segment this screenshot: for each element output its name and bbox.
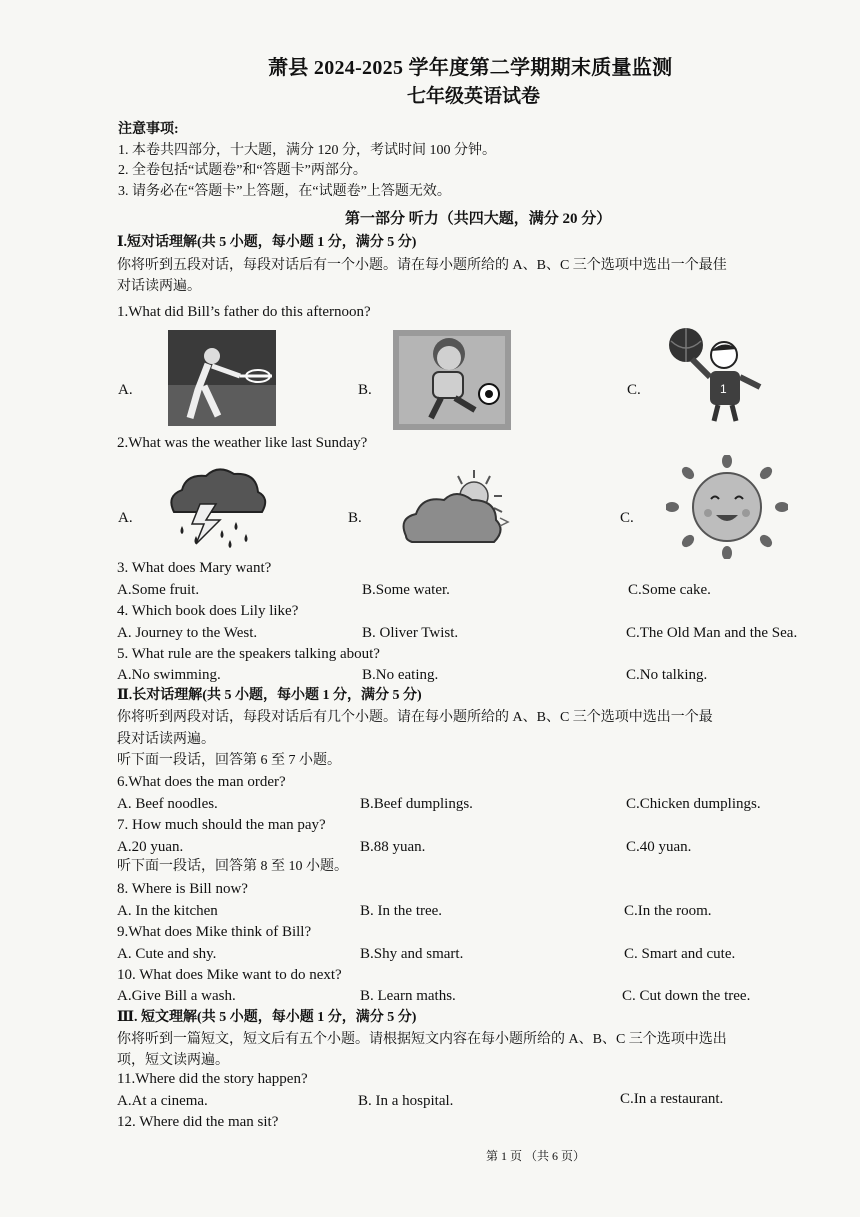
notice-heading: 注意事项: [118,122,179,137]
question-3: 3. What does Mary want? [117,560,272,576]
question-4: 4. Which book does Lily like? [117,603,299,619]
question-11: 11.Where did the story happen? [117,1071,308,1087]
q4-option-a: A. Journey to the West. [117,625,258,641]
question-6: 6.What does the man order? [117,774,286,790]
q8-option-a: A. In the kitchen [117,903,218,919]
q7-option-c: C.40 yuan. [626,839,692,855]
notice-line-2: 2. 全卷包括“试题卷”和“答题卡”两部分。 [118,163,367,178]
q1-option-c-label: C. [627,382,641,398]
q8-option-c: C.In the room. [624,903,712,919]
section-2-instruction-1: 你将听到两段对话，每段对话后有几个小题。请在每小题所给的 A、B、C 三个选项中选出一个最 [117,710,713,725]
section-3-heading: Ⅲ. 短文理解(共 5 小题，每小题 1 分，满分 5 分) [117,1010,417,1025]
q9-option-b: B.Shy and smart. [360,946,464,962]
q3-option-c: C.Some cake. [628,582,711,598]
part1-heading: 第一部分 听力（共四大题，满分 20 分） [345,211,612,227]
q1-option-a-label: A. [118,382,133,398]
page-footer: 第 1 页 （共 6 页） [486,1149,586,1163]
rain-cloud-icon [160,464,272,554]
q2-option-c-label: C. [620,510,634,526]
section-1-instruction-1: 你将听到五段对话，每段对话后有一个小题。请在每小题所给的 A、B、C 三个选项中选出一个最佳 [117,258,727,273]
q6-option-a: A. Beef noodles. [117,796,218,812]
listen-note-8-10: 听下面一段话，回答第 8 至 10 小题。 [117,859,348,874]
cloudy-sun-icon [398,470,518,556]
question-1: 1.What did Bill’s father do this afternoon? [117,304,371,320]
section-3-instruction-1: 你将听到一篇短文，短文后有五个小题。请根据短文内容在每小题所给的 A、B、C 三个选项中选出 [117,1032,727,1047]
q7-option-b: B.88 yuan. [360,839,426,855]
question-8: 8. Where is Bill now? [117,881,248,897]
svg-text:1: 1 [720,382,727,396]
q11-option-a: A.At a cinema. [117,1093,208,1109]
q11-option-c: C.In a restaurant. [620,1091,724,1107]
basketball-player-image [658,325,773,425]
q3-option-b: B.Some water. [362,582,450,598]
q10-option-b: B. Learn maths. [360,988,456,1004]
q4-option-c: C.The Old Man and the Sea. [626,625,798,641]
q9-option-a: A. Cute and shy. [117,946,217,962]
listen-note-6-7: 听下面一段话，回答第 6 至 7 小题。 [117,753,341,768]
soccer-boy-image [393,330,511,430]
question-2: 2.What was the weather like last Sunday? [117,435,368,451]
notice-line-3: 3. 请务必在“答题卡”上答题，在“试题卷”上答题无效。 [118,184,451,199]
q5-option-c: C.No talking. [626,667,708,683]
section-1-instruction-2: 对话读两遍。 [117,279,201,294]
q5-option-a: A.No swimming. [117,667,221,683]
question-5: 5. What rule are the speakers talking about? [117,646,380,662]
q6-option-c: C.Chicken dumplings. [626,796,761,812]
question-12: 12. Where did the man sit? [117,1114,279,1130]
question-9: 9.What does Mike think of Bill? [117,924,312,940]
tennis-player-image [168,330,276,426]
q4-option-b: B. Oliver Twist. [362,625,459,641]
q9-option-c: C. Smart and cute. [624,946,736,962]
q5-option-b: B.No eating. [362,667,439,683]
question-7: 7. How much should the man pay? [117,817,326,833]
q10-option-a: A.Give Bill a wash. [117,988,236,1004]
q2-option-b-label: B. [348,510,362,526]
q6-option-b: B.Beef dumplings. [360,796,473,812]
q2-option-a-label: A. [118,510,133,526]
notice-line-1: 1. 本卷共四部分，十大题，满分 120 分，考试时间 100 分钟。 [118,143,496,158]
page-title: 萧县 2024-2025 学年度第二学期期末质量监测 [268,57,673,79]
q1-option-b-label: B. [358,382,372,398]
section-3-instruction-2: 项，短文读两遍。 [117,1053,229,1068]
section-2-heading: Ⅱ.长对话理解(共 5 小题，每小题 1 分，满分 5 分) [117,688,422,703]
section-2-instruction-2: 段对话读两遍。 [117,732,215,747]
question-10: 10. What does Mike want to do next? [117,967,342,983]
q7-option-a: A.20 yuan. [117,839,184,855]
q3-option-a: A.Some fruit. [117,582,200,598]
q11-option-b: B. In a hospital. [358,1093,454,1109]
sun-icon [666,455,788,559]
q8-option-b: B. In the tree. [360,903,443,919]
section-1-heading: Ⅰ.短对话理解(共 5 小题，每小题 1 分，满分 5 分) [117,235,417,250]
page-subtitle: 七年级英语试卷 [407,86,541,107]
q10-option-c: C. Cut down the tree. [622,988,751,1004]
